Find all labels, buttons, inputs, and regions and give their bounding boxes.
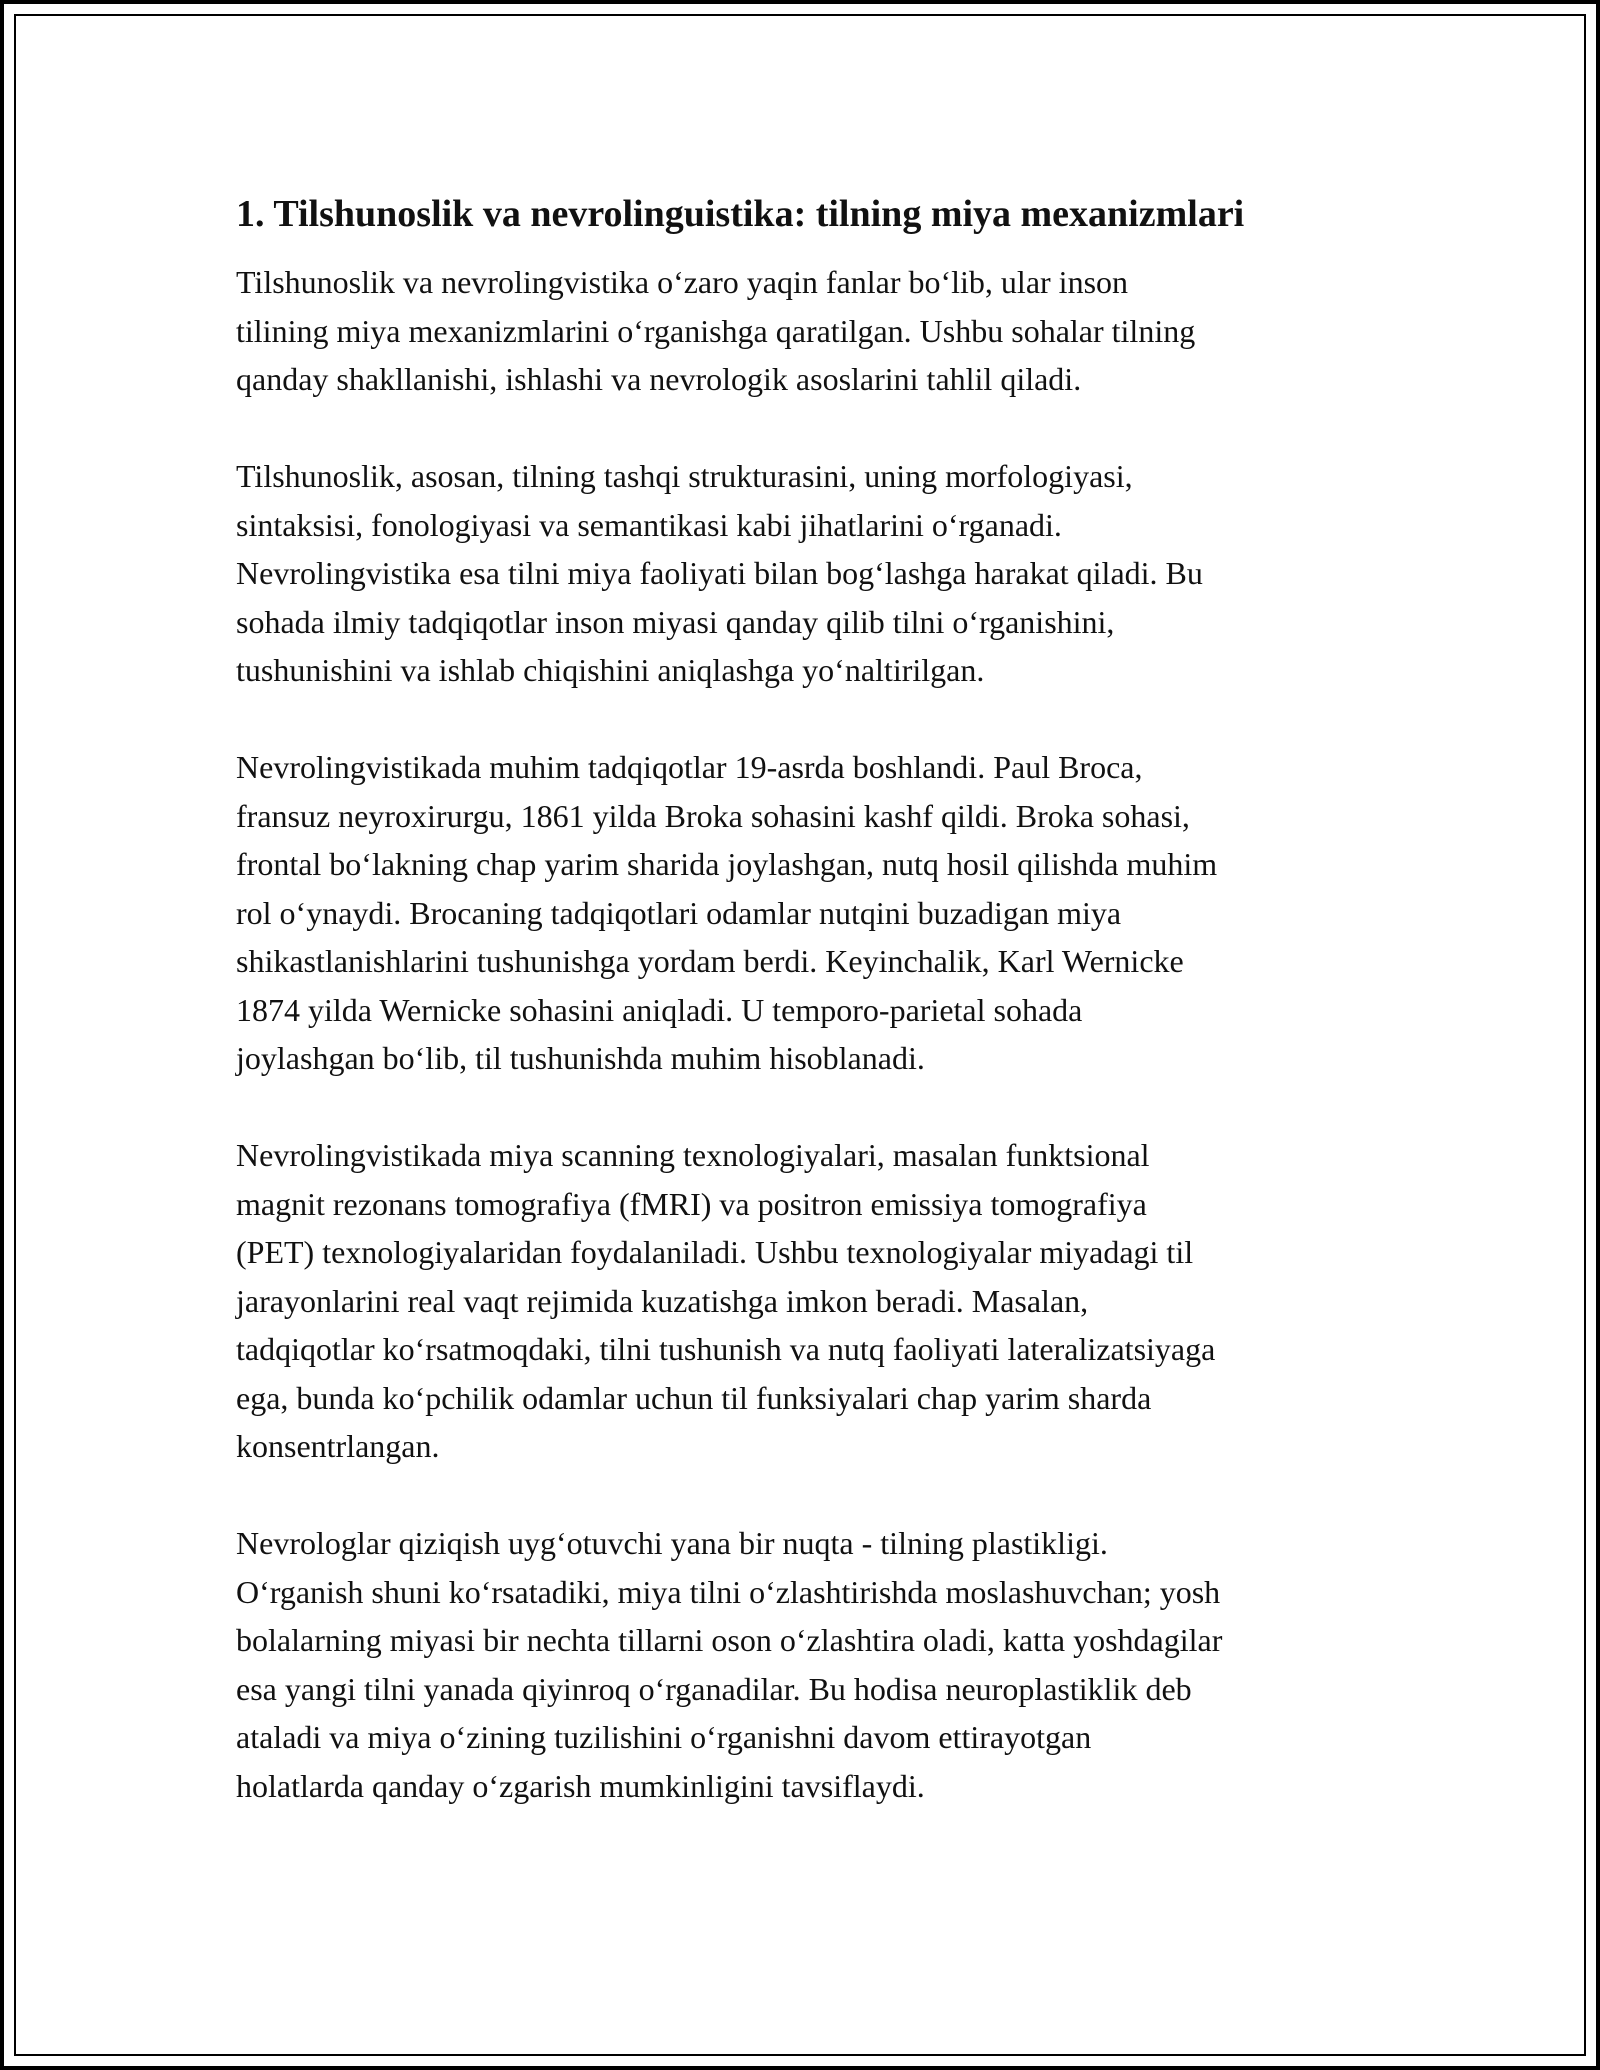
text-line: ega, bunda ko‘pchilik odamlar uchun til funksiyalari chap yarim sharda	[236, 1379, 1152, 1416]
text-line: ataladi va miya o‘zining tuzilishini o‘rganishni davom ettirayotgan	[236, 1719, 1092, 1755]
text-line: Nevrolingvistikada miya scanning texnologiyalari, masalan funktsional	[236, 1137, 1150, 1173]
text-line: konsentrlangan.	[236, 1428, 440, 1464]
text-line: bolalarning miyasi bir nechta tillarni oson o‘zlashtira oladi, katta yoshdagilar	[236, 1622, 1223, 1658]
text-line: Tilshunoslik va nevrolingvistika o‘zaro yaqin fanlar bo‘lib, ular inson	[236, 264, 1129, 300]
text-line: rol o‘ynaydi. Brocaning tadqiqotlari odamlar nutqini buzadigan miya	[236, 894, 1122, 931]
text-line: 1874 yilda Wernicke sohasini aniqladi. U temporo-parietal sohada	[236, 991, 1083, 1028]
text-line: O‘rganish shuni ko‘rsatadiki, miya tilni o‘zlashtirishda moslashuvchan; yosh	[236, 1573, 1221, 1610]
text-line: (PET) texnologiyalaridan foydalaniladi. Ushbu texnologiyalar miyadagi til	[236, 1234, 1194, 1270]
document-content	[236, 190, 1376, 1859]
text-line: frontal bo‘lakning chap yarim sharida joylashgan, nutq hosil qilishda muhim	[236, 846, 1218, 882]
text-line: tushunishini va ishlab chiqishini aniqlashga yo‘naltirilgan.	[236, 652, 985, 688]
text-line: Nevrologlar qiziqish uyg‘otuvchi yana bir nuqta - tilning plastikligi.	[236, 1525, 1108, 1561]
paragraph-3	[236, 743, 1376, 1083]
text-line: holatlarda qanday o‘zgarish mumkinligini tavsiflaydi.	[236, 1767, 925, 1804]
paragraph-5	[236, 1519, 1376, 1810]
text-line: qanday shakllanishi, ishlashi va nevrologik asoslarini tahlil qiladi.	[236, 361, 1082, 397]
text-line: magnit rezonans tomografiya (fMRI) va positron emissiya tomografiya	[236, 1185, 1147, 1222]
paragraph-4	[236, 1131, 1376, 1471]
text-line: sohada ilmiy tadqiqotlar inson miyasi qanday qilib tilni o‘rganishini,	[236, 603, 1115, 640]
text-line: jarayonlarini real vaqt rejimida kuzatishga imkon beradi. Masalan,	[236, 1282, 1089, 1319]
text-line: tilining miya mexanizmlarini o‘rganishga qaratilgan. Ushbu sohalar tilning	[236, 312, 1196, 349]
text-line: Nevrolingvistika esa tilni miya faoliyati bilan bog‘lashga harakat qiladi. Bu	[236, 555, 1203, 591]
text-line: shikastlanishlarini tushunishga yordam berdi. Keyinchalik, Karl Wernicke	[236, 943, 1184, 979]
text-line: sintaksisi, fonologiyasi va semantikasi kabi jihatlarini o‘rganadi.	[236, 506, 1062, 543]
paragraph-2	[236, 452, 1376, 695]
text-line: esa yangi tilni yanada qiyinroq o‘rganadilar. Bu hodisa neuroplastiklik deb	[236, 1670, 1192, 1707]
text-line: fransuz neyroxirurgu, 1861 yilda Broka sohasini kashf qildi. Broka sohasi,	[236, 797, 1190, 834]
text-line: joylashgan bo‘lib, til tushunishda muhim hisoblanadi.	[236, 1040, 925, 1076]
text-line: tadqiqotlar ko‘rsatmoqdaki, tilni tushunish va nutq faoliyati lateralizatsiyaga	[236, 1331, 1216, 1367]
paragraph-1	[236, 258, 1376, 404]
text-line: Nevrolingvistikada muhim tadqiqotlar 19-asrda boshlandi. Paul Broca,	[236, 749, 1143, 785]
text-line: Tilshunoslik, asosan, tilning tashqi strukturasini, uning morfologiyasi,	[236, 458, 1133, 494]
section-heading: 1. Tilshunoslik va nevrolinguistika: tilning miya mexanizmlari	[236, 193, 1245, 235]
